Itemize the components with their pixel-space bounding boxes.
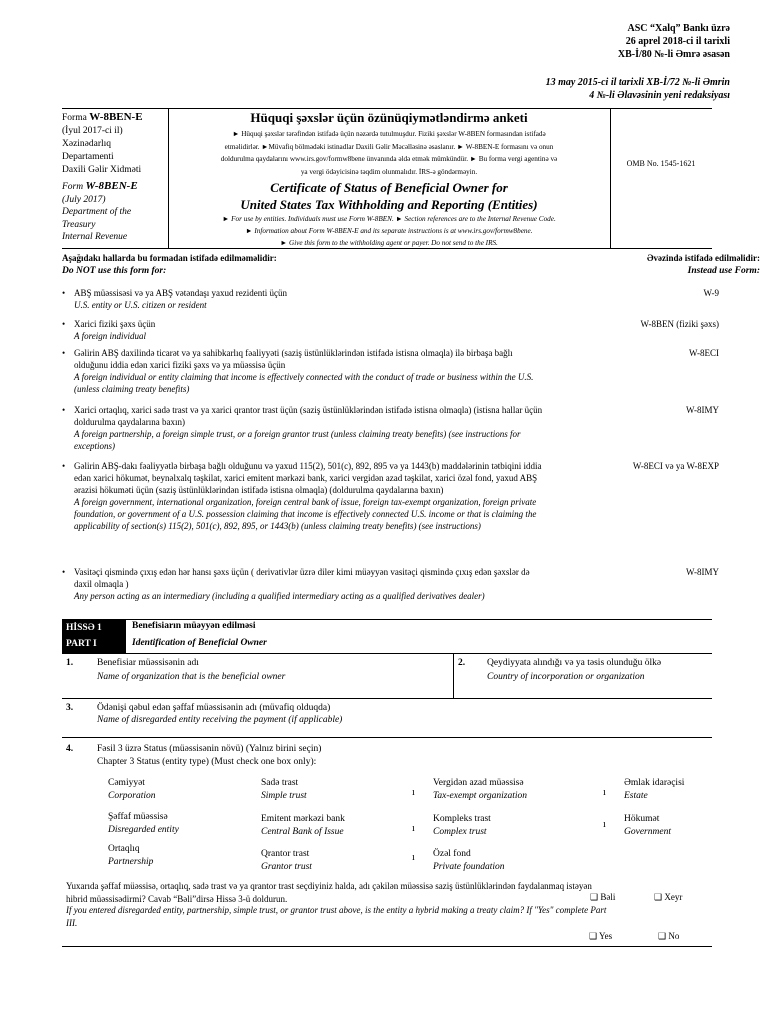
- entity-grantor-trust[interactable]: Qrantor trast Grantor trust: [261, 849, 312, 872]
- title-en-line-2: United States Tax Withholding and Reporting (Entities): [240, 197, 538, 212]
- instead-use-az: Əvəzində istifadə edilməlidir:: [646, 253, 760, 263]
- omb-number: OMB No. 1545-1621: [626, 159, 696, 168]
- bullet-form: W-8BEN (fiziki şəxs): [640, 319, 719, 329]
- entity-government[interactable]: Hökumət Government: [624, 814, 671, 837]
- bullet-form: W-8IMY: [686, 405, 719, 415]
- bullet-icon: •: [62, 405, 66, 415]
- dept-az-3: Daxili Gəlir Xidməti: [62, 165, 142, 175]
- dept-en-3: Internal Revenue: [62, 232, 128, 242]
- bullet-az: Gəlirin ABŞ daxilində ticarət və ya sahibkarlıq fəaliyyəti (saziş üstünlüklərindən istifadə istisna olmaqla) ilə birbaşa bağlı olduğunu iddia edən xarici fiziki şəxs və ya müəssisə üçün: [74, 348, 513, 370]
- bullet-en: A foreign partnership, a foreign simple trust, or a foreign grantor trust (unless claiming treaty benefits) (see instructions for exceptions): [74, 429, 521, 451]
- do-not-use-en: Do NOT use this form for:: [62, 266, 167, 276]
- title-az: Hüquqi şəxslər üçün özünüqiymətləndirmə anketi: [250, 110, 528, 125]
- hybrid-yes-en-option[interactable]: ❑ Yes: [589, 931, 613, 941]
- bullet-en: A foreign individual or entity claiming that income is effectively connected with the conduct of trade or business within the U.S. (unless claiming treaty benefits): [74, 372, 534, 394]
- field-3-number: 3.: [66, 703, 74, 713]
- checkbox-icon[interactable]: ❑: [658, 931, 667, 941]
- entity-central-bank[interactable]: Emitent mərkəzi bank Central Bank of Issue: [261, 814, 345, 837]
- order-reference-1: ASC “Xalq” Bankı üzrə: [627, 23, 730, 34]
- bullet-az: Xarici ortaqlıq, xarici sadə trast və ya xarici qrantor trast üçün (saziş üstünlüklərindən istifadə istisna olmaqla) (istisna hallar üçün doldurulma qaydalarına baxın): [74, 405, 543, 427]
- hybrid-az-line-2: hibrid müəssisədirmi? Cavab “Bəli”dirsə Hissə 3-ü doldurun.: [66, 893, 288, 904]
- entity-partnership[interactable]: Ortaqlıq Partnership: [108, 844, 154, 867]
- bullet-en: U.S. entity or U.S. citizen or resident: [74, 300, 207, 310]
- form-label-az: Forma: [62, 113, 87, 123]
- checkbox-icon[interactable]: ❑: [589, 931, 598, 941]
- instead-use-en: Instead use Form:: [687, 266, 760, 276]
- checkbox-grantor-trust[interactable]: ı: [412, 852, 415, 863]
- dept-en-2: Treasury: [62, 219, 96, 230]
- field-3-label-en: Name of disregarded entity receiving the payment (if applicable): [97, 715, 343, 725]
- dept-en-1: Department of the: [62, 207, 132, 217]
- checkbox-simple-trust[interactable]: ı: [412, 787, 415, 798]
- hybrid-en-line-2: III.: [66, 918, 78, 928]
- form-info-az: [62, 111, 143, 177]
- bullet-en: Any person acting as an intermediary (including a qualified intermediary acting as a qualified derivatives dealer): [74, 591, 485, 601]
- title-az-note-1: ► Hüquqi şəxslər tərəfindən istifadə üçün nəzərdə tutulmuşdur. Fiziki şəxslər W-8BEN formasından istifadə: [232, 130, 546, 138]
- field-2-label-az: Qeydiyyata alındığı və ya təsis olunduğu ölkə: [487, 658, 662, 668]
- bullet-icon: •: [62, 288, 66, 298]
- title-az-notes: [170, 128, 608, 178]
- title-en-note-3: ► Give this form to the withholding agent or payer. Do not send to the IRS.: [280, 239, 498, 247]
- form-date-en: (July 2017): [62, 194, 106, 205]
- entity-private-foundation[interactable]: Özəl fond Private foundation: [433, 849, 505, 872]
- field-1-number: 1.: [66, 658, 74, 668]
- order-reference-3: XB-İ/80 №-li Əmrə əsasən: [617, 49, 730, 60]
- title-en-note-2: ► Information about Form W-8BEN-E and its separate instructions is at www.irs.gov/formw8bene.: [245, 227, 533, 235]
- form-date-az: (İyul 2017-ci il): [62, 126, 123, 136]
- form-name-az: W-8BEN-E: [89, 111, 143, 123]
- entity-complex-trust[interactable]: Kompleks trast Complex trust: [433, 814, 491, 837]
- field-2-label-en: Country of incorporation or organization: [487, 672, 645, 682]
- checkbox-central-bank[interactable]: ı: [412, 823, 415, 834]
- part-label-box: [62, 619, 126, 653]
- dept-az-1: Xəzinədarlıq: [62, 139, 112, 149]
- bullet-icon: •: [62, 567, 66, 577]
- field-4-label-az: Fəsil 3 üzrə Status (müəssisənin növü) (Yalnız birini seçin): [97, 744, 322, 754]
- entity-tax-exempt[interactable]: Vergidən azad müəssisə Tax-exempt organization: [433, 778, 528, 801]
- title-az-note-3: doldurulma qaydalarını www.irs.gov/formw8bene ünvanında əldə etmək mümkündür. ► Bu forma vergi agentinə və: [220, 155, 558, 163]
- bullet-icon: •: [62, 461, 66, 471]
- part-title-az: Benefisiarın müəyyən edilməsi: [132, 621, 256, 631]
- checkbox-complex-trust[interactable]: ı: [603, 819, 606, 830]
- dept-az-2: Departamenti: [62, 152, 114, 162]
- entity-estate[interactable]: Əmlak idarəçisi Estate: [624, 778, 685, 801]
- do-not-use-az: Aşağıdakı hallarda bu formadan istifadə edilməməlidir:: [62, 253, 277, 263]
- hybrid-en-line-1: If you entered disregarded entity, partnership, simple trust, or grantor trust above, is the entity a hybrid making a treaty claim? If "Yes" complete Part: [66, 905, 607, 915]
- hybrid-no-az-option[interactable]: ❑ Xeyr: [654, 892, 683, 902]
- checkbox-icon[interactable]: ❑: [590, 892, 599, 902]
- title-az-note-4: ya vergi ödəyicisinə təqdim olunmalıdır. İRS-ə göndərməyin.: [300, 167, 478, 176]
- form-info-en: [62, 180, 138, 244]
- hybrid-no-en-option[interactable]: ❑ No: [658, 931, 680, 941]
- bullet-en: A foreign individual: [74, 331, 146, 341]
- field-3-label-az: Ödənişi qəbul edən şəffaf müəssisənin adı (müvafiq olduqda): [97, 703, 331, 713]
- form-name-en: W-8BEN-E: [85, 180, 138, 192]
- bullet-form: W-8ECI və ya W-8EXP: [632, 461, 719, 471]
- bullet-icon: •: [62, 319, 66, 329]
- field-4-label-en: Chapter 3 Status (entity type) (Must check one box only):: [97, 757, 317, 767]
- order-revision-1: 13 may 2015-ci il tarixli XB-İ/72 №-li Əmrin: [545, 77, 730, 88]
- bullet-az: ABŞ müəssisəsi və ya ABŞ vətəndaşı yaxud rezidenti üçün: [74, 288, 287, 298]
- bullet-az: Xarici fiziki şəxs üçün: [74, 319, 156, 329]
- title-en: [170, 179, 608, 213]
- hybrid-az-line-1: Yuxarıda şəffaf müəssisə, ortaqlıq, sadə trast və ya qrantor trast seçdiyiniz halda, adı çəkilən müəssisə saziş üstünlüklərindən faydalanmaq istəyən: [66, 881, 592, 891]
- title-en-notes: [170, 213, 608, 249]
- entity-disregarded[interactable]: Şəffaf müəssisə Disregarded entity: [108, 812, 179, 835]
- entity-corporation[interactable]: Cəmiyyət Corporation: [108, 778, 156, 801]
- title-az-note-2: etməlidirlər. ►Müvafiq bölmədəki istinadlar Daxili Gəlir Məcəlləsinə əsaslanır. ► W-8BEN-E formasını və onun: [224, 142, 554, 151]
- title-en-line-1: Certificate of Status of Beneficial Owner for: [270, 180, 508, 195]
- field-4-number: 4.: [66, 744, 74, 754]
- part-label-en: PART I: [66, 639, 97, 649]
- title-en-note-1: ► For use by entities. Individuals must use Form W-8BEN. ► Section references are to the Internal Revenue Code.: [222, 215, 556, 223]
- checkbox-icon[interactable]: ❑: [654, 892, 663, 902]
- hybrid-yes-az-option[interactable]: ❑ Bəli: [590, 892, 616, 902]
- order-reference-2: 26 aprel 2018-ci il tarixli: [625, 36, 730, 47]
- field-1-label-en: Name of organization that is the beneficial owner: [97, 672, 286, 682]
- bullet-en: A foreign government, international organization, foreign central bank of issue, foreign tax-exempt organization, foreign private foundation, or government of a U.S. possession claiming that income is effectively connected U.S. income or that is claiming the applicability of section(s) 115(2), 501(c), 892, 895, or 1443(b) (unless claiming treaty benefits) (see instructions): [74, 497, 537, 531]
- form-label-en: Form: [62, 182, 84, 192]
- field-1-label-az: Benefisiar müəssisənin adı: [97, 658, 199, 668]
- bullet-az: Gəlirin ABŞ-dakı fəaliyyətlə birbaşa bağlı olduğunu və yaxud 115(2), 501(c), 892, 895 və ya 1443(b) maddələrinin tətbiqini iddia edən xarici hökumət, beynəlxalq təşkilat, xarici emitent mərkəzi bank, xarici vergidən azad təşkilat, xarici özəl fond, yaxud ABŞ ərazisi hökuməti üçün (saziş üstünlüklərindən istifadə istisna olmaqla) (doldurulma qaydalarına baxın): [74, 461, 542, 495]
- entity-simple-trust[interactable]: Sadə trast Simple trust: [261, 778, 307, 801]
- part-title-en: Identification of Beneficial Owner: [132, 638, 267, 648]
- hybrid-question-az: [66, 880, 716, 905]
- hybrid-question-en: [66, 904, 711, 930]
- order-revision-2: 4 №-li Əlavəsinin yeni redaksiyası: [589, 90, 730, 101]
- checkbox-tax-exempt[interactable]: ı: [603, 787, 606, 798]
- bullet-form: W-8IMY: [686, 567, 719, 577]
- part-label-az: HİSSƏ 1: [66, 623, 102, 633]
- bullet-form: W-9: [703, 288, 719, 298]
- bullet-icon: •: [62, 348, 66, 358]
- field-2-number: 2.: [458, 658, 466, 668]
- bullet-az: Vasitəçi qismində çıxış edən hər hansı şəxs üçün ( derivativlər üzrə diler kimi müəyyən vasitəçi qismində çıxış edən şəxslər də daxil olmaqla ): [74, 567, 530, 589]
- bullet-form: W-8ECI: [689, 348, 719, 358]
